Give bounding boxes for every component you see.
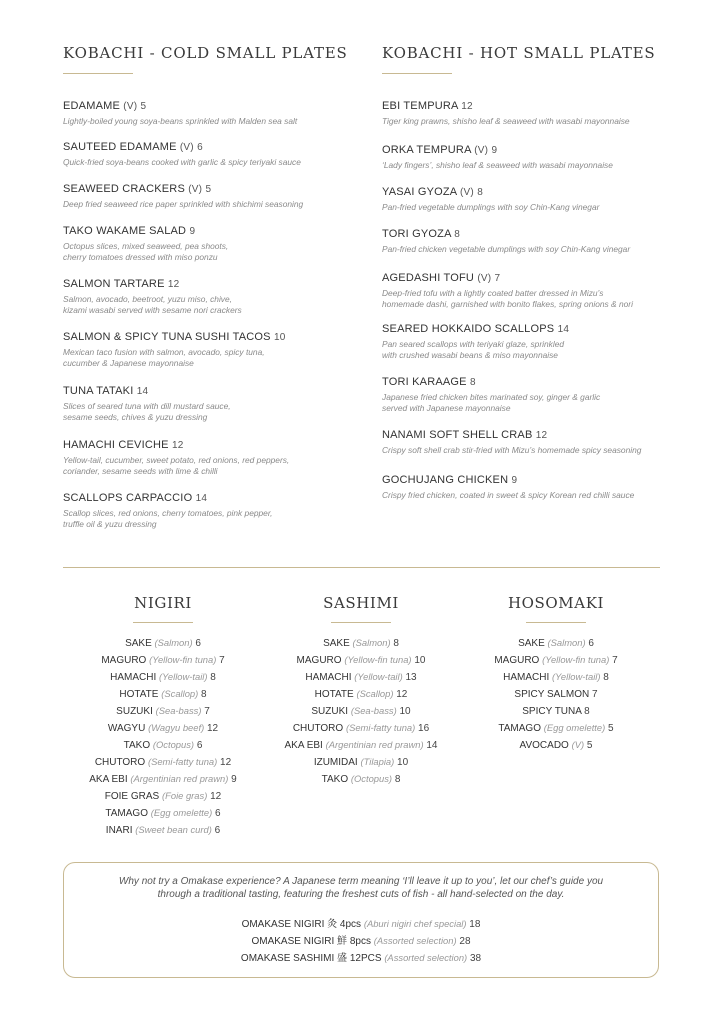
list-item [64, 915, 658, 932]
item-desc: homemade dashi, garnished with bonito flakes, spring onions & nori [382, 298, 633, 309]
item-name: HAMACHI [110, 672, 157, 683]
item-name: EBI TEMPURA [382, 100, 458, 112]
item-price: 9 [511, 475, 518, 486]
item-desc: truffle oil & yuzu dressing [63, 518, 157, 529]
item-name: SALMON & SPICY TUNA SUSHI TACOS [63, 331, 271, 343]
item-price: 5 [608, 723, 614, 734]
item-price: 8 [454, 229, 461, 240]
menu-item [382, 100, 682, 127]
list-item [261, 719, 461, 736]
item-name: OMAKASE SASHIMI 盛 12PCS [240, 953, 382, 964]
list-item [63, 821, 263, 838]
item-name: TAKO [321, 774, 349, 785]
menu-item [63, 183, 363, 210]
item-price: 8 [477, 187, 483, 198]
list-item [63, 668, 263, 685]
item-name: SALMON TARTARE [63, 278, 165, 290]
item-desc: Pan-fried chicken vegetable dumplings with soy Chin-Kang vinegar [382, 244, 631, 254]
hosomaki-title-underline [526, 622, 586, 623]
item-name: FOIE GRAS [104, 791, 160, 802]
list-item [456, 668, 656, 685]
item-sub: (Aburi nigiri chef special) [363, 918, 467, 929]
item-name: AKA EBI [89, 774, 128, 785]
item-desc: Tiger king prawns, shisho leaf & seaweed with wasabi mayonnaise [382, 116, 630, 126]
item-price: 14 [195, 493, 208, 504]
item-sub: (Sea-bass) [155, 705, 202, 716]
item-price: 12 [167, 279, 180, 290]
item-desc: Salmon, avocado, beetroot, yuzu miso, chive, [63, 294, 232, 304]
item-price: 38 [469, 953, 482, 964]
item-price: 16 [418, 723, 430, 734]
item-desc: cucumber & Japanese mayonnaise [63, 357, 194, 368]
item-price: 10 [397, 757, 409, 768]
list-item [261, 651, 461, 668]
item-name: IZUMIDAI [313, 757, 358, 768]
item-name: SPICY SALMON [514, 689, 590, 700]
item-price: 10 [414, 655, 426, 666]
item-name: SAKE [125, 638, 152, 649]
item-name: SPICY TUNA [522, 706, 582, 717]
item-desc: Yellow-tail, cucumber, sweet potato, red onions, red peppers, [63, 455, 290, 465]
item-price: 10 [399, 706, 411, 717]
item-sub: (Foie gras) [162, 790, 208, 801]
item-name: HOTATE [119, 689, 159, 700]
menu-item [63, 278, 363, 315]
item-desc: Deep-fried tofu with a lightly coated batter dressed in Mizu’s [382, 288, 604, 298]
list-item [456, 651, 656, 668]
item-price: 7 [494, 273, 501, 284]
item-price: 6 [195, 638, 201, 649]
item-price: 12 [206, 723, 219, 734]
item-name: GOCHUJANG CHICKEN [382, 474, 509, 486]
item-desc: served with Japanese mayonnaise [382, 402, 511, 413]
item-price: 14 [557, 324, 570, 335]
item-tag: (V) [123, 101, 138, 112]
item-desc: ‘Lady fingers’, shisho leaf & seaweed with wasabi mayonnaise [382, 160, 613, 170]
item-price: 6 [197, 142, 203, 153]
item-name: HAMACHI [503, 672, 550, 683]
list-item [456, 634, 656, 651]
item-desc: Scallop slices, red onions, cherry tomatoes, pink pepper, [63, 508, 273, 518]
item-sub: (Argentinian red prawn) [325, 739, 424, 750]
item-price: 28 [459, 936, 471, 947]
item-price: 9 [231, 774, 237, 785]
item-price: 6 [215, 808, 221, 819]
item-sub: (Yellow-fin tuna) [542, 654, 610, 665]
list-item [456, 702, 656, 719]
item-name: SCALLOPS CARPACCIO [63, 492, 193, 504]
item-price: 12 [535, 430, 548, 441]
item-sub: (Yellow-tail) [159, 671, 208, 682]
item-name: YASAI GYOZA [382, 186, 457, 198]
menu-item [382, 376, 682, 413]
item-desc: cherry tomatoes dressed with miso ponzu [63, 251, 218, 262]
item-sub: (Wagyu beef) [148, 722, 205, 733]
item-desc: Slices of seared tuna with dill mustard sauce, [63, 401, 231, 411]
list-item [261, 668, 461, 685]
item-name: SEARED HOKKAIDO SCALLOPS [382, 323, 555, 335]
item-sub: (Yellow-fin tuna) [149, 654, 217, 665]
item-desc: Mexican taco fusion with salmon, avocado, spicy tuna, [63, 347, 265, 357]
list-item [63, 753, 263, 770]
item-price: 14 [136, 386, 149, 397]
item-sub: (V) [571, 739, 585, 750]
item-name: SAKE [518, 638, 545, 649]
item-price: 8 [584, 706, 590, 717]
item-name: OMAKASE NIGIRI 灸 4pcs [241, 919, 362, 930]
item-desc: coriander, sesame seeds with lime & chilli [63, 465, 218, 476]
cold-title-underline [63, 73, 133, 74]
item-price: 10 [273, 332, 286, 343]
item-sub: (Salmon) [154, 637, 193, 648]
omakase-intro-line: Why not try a Omakase experience? A Japanese term meaning ‘I’ll leave it up to you’, let our chef’s guide you [118, 876, 604, 887]
item-price: 7 [219, 655, 225, 666]
item-name: SAKE [323, 638, 350, 649]
item-price: 7 [612, 655, 618, 666]
item-desc: Crispy soft shell crab stir-fried with Mizu’s homemade spicy seasoning [382, 445, 642, 455]
item-desc: Pan seared scallops with teriyaki glaze, sprinkled [382, 339, 565, 349]
item-sub: (Sweet bean curd) [135, 824, 212, 835]
item-price: 13 [405, 672, 417, 683]
sashimi-list [261, 634, 461, 787]
item-desc: with crushed wasabi beans & miso mayonnaise [382, 349, 558, 360]
item-name: WAGYU [107, 723, 146, 734]
item-desc: kizami wasabi served with sesame nori crackers [63, 304, 242, 315]
item-desc: Quick-fried soya-beans cooked with garlic & spicy teriyaki sauce [63, 157, 301, 167]
item-tag: (V) [179, 142, 194, 153]
item-sub: (Salmon) [547, 637, 586, 648]
item-name: TAKO WAKAME SALAD [63, 225, 187, 237]
item-name: AVOCADO [519, 740, 569, 751]
item-price: 6 [214, 825, 221, 836]
item-sub: (Scallop) [356, 688, 394, 699]
item-sub: (Assorted selection) [384, 952, 468, 963]
hot-plates-title: KOBACHI - HOT SMALL PLATES [382, 44, 656, 62]
item-sub: (Egg omelette) [543, 722, 606, 733]
list-item [63, 702, 263, 719]
item-price: 8 [603, 672, 609, 683]
menu-item [63, 492, 363, 529]
item-sub: (Semi-fatty tuna) [345, 722, 416, 733]
item-price: 7 [592, 689, 598, 700]
list-item [261, 634, 461, 651]
item-name: MAGURO [494, 655, 540, 666]
item-sub: (Semi-fatty tuna) [147, 756, 218, 767]
list-item [63, 685, 263, 702]
hot-title-underline [382, 73, 452, 74]
item-price: 6 [588, 638, 594, 649]
item-price: 12 [220, 757, 232, 768]
item-desc: Deep fried seaweed rice paper sprinkled with shichimi seasoning [63, 199, 304, 209]
item-name: SUZUKI [311, 706, 349, 717]
list-item [261, 736, 461, 753]
item-tag: (V) [474, 145, 489, 156]
item-sub: (Yellow-fin tuna) [344, 654, 412, 665]
cold-plates-title: KOBACHI - COLD SMALL PLATES [63, 44, 348, 62]
item-desc: Crispy fried chicken, coated in sweet & spicy Korean red chilli sauce [382, 490, 635, 500]
item-price: 8 [393, 638, 399, 649]
item-name: SEAWEED CRACKERS [63, 183, 185, 195]
item-price: 18 [469, 919, 481, 930]
item-price: 6 [196, 740, 203, 751]
menu-item [63, 100, 363, 127]
item-sub: (Tilapia) [360, 756, 395, 767]
item-price: 7 [204, 706, 210, 717]
item-tag: (V) [477, 273, 492, 284]
item-name: INARI [105, 825, 133, 836]
omakase-list [64, 915, 658, 966]
item-price: 8 [469, 377, 476, 388]
item-sub: (Egg omelette) [150, 807, 213, 818]
item-price: 12 [461, 101, 473, 112]
list-item [456, 685, 656, 702]
list-item [64, 949, 658, 966]
sashimi-title: SASHIMI [323, 594, 399, 612]
list-item [63, 787, 263, 804]
item-price: 12 [396, 689, 408, 700]
menu-item [63, 385, 363, 422]
item-sub: (Octopus) [152, 739, 195, 750]
item-desc: Pan-fried vegetable dumplings with soy Chin-Kang vinegar [382, 202, 600, 212]
item-name: TAKO [123, 740, 151, 751]
omakase-intro-line: through a traditional tasting, featuring the freshest cuts of fish - all hand-selected on the day. [157, 889, 565, 900]
menu-item [382, 323, 682, 360]
menu-item [382, 144, 682, 171]
item-sub: (Sea-bass) [350, 705, 397, 716]
item-name: ORKA TEMPURA [382, 144, 471, 156]
item-name: MAGURO [296, 655, 342, 666]
section-divider [63, 567, 660, 568]
item-sub: (Yellow-tail) [354, 671, 403, 682]
item-price: 12 [210, 791, 222, 802]
item-desc: sesame seeds, chives & yuzu dressing [63, 411, 208, 422]
item-name: TAMAGO [105, 808, 148, 819]
item-desc: Japanese fried chicken bites marinated soy, ginger & garlic [382, 392, 601, 402]
item-price: 14 [426, 740, 438, 751]
nigiri-title: NIGIRI [134, 594, 192, 612]
item-name: HAMACHI [305, 672, 352, 683]
item-desc: Lightly-boiled young soya-beans sprinkled with Malden sea salt [63, 116, 298, 126]
menu-item [382, 228, 682, 255]
list-item [63, 719, 263, 736]
item-price: 8 [394, 774, 401, 785]
item-price: 8 [201, 689, 207, 700]
item-sub: (Assorted selection) [373, 935, 457, 946]
item-price: 9 [491, 145, 498, 156]
list-item [63, 736, 263, 753]
menu-item [63, 331, 363, 368]
omakase-box [63, 862, 659, 978]
item-name: AKA EBI [284, 740, 323, 751]
item-tag: (V) [460, 187, 474, 198]
list-item [63, 770, 263, 787]
item-name: EDAMAME [63, 100, 121, 112]
menu-item [63, 225, 363, 262]
menu-item [63, 439, 363, 476]
item-name: HOTATE [314, 689, 354, 700]
item-name: NANAMI SOFT SHELL CRAB [382, 429, 533, 441]
omakase-intro [64, 875, 658, 901]
item-price: 9 [189, 226, 196, 237]
menu-item [382, 429, 682, 456]
item-sub: (Salmon) [352, 637, 391, 648]
sashimi-title-underline [331, 622, 391, 623]
item-name: TUNA TATAKI [63, 385, 134, 397]
list-item [261, 753, 461, 770]
item-tag: (V) [188, 184, 203, 195]
item-name: SAUTEED EDAMAME [63, 141, 177, 153]
menu-item [382, 272, 682, 309]
item-sub: (Scallop) [161, 688, 199, 699]
item-name: TORI KARAAGE [382, 376, 467, 388]
list-item [261, 770, 461, 787]
menu-item [382, 474, 682, 501]
list-item [63, 651, 263, 668]
item-price: 8 [210, 672, 216, 683]
list-item [261, 702, 461, 719]
list-item [63, 634, 263, 651]
item-name: CHUTORO [292, 723, 344, 734]
item-name: CHUTORO [94, 757, 146, 768]
nigiri-title-underline [133, 622, 193, 623]
menu-item [63, 141, 363, 168]
item-price: 5 [140, 101, 147, 112]
nigiri-list [63, 634, 263, 838]
item-name: OMAKASE NIGIRI 鮮 8pcs [251, 936, 371, 947]
item-name: HAMACHI CEVICHE [63, 439, 169, 451]
item-name: AGEDASHI TOFU [382, 272, 475, 284]
list-item [64, 932, 658, 949]
item-name: TORI GYOZA [382, 228, 452, 240]
item-sub: (Octopus) [350, 773, 393, 784]
menu-item [382, 186, 682, 213]
list-item [456, 719, 656, 736]
item-price: 12 [171, 440, 184, 451]
item-name: MAGURO [101, 655, 147, 666]
item-name: SUZUKI [116, 706, 153, 717]
list-item [261, 685, 461, 702]
item-price: 5 [205, 184, 212, 195]
hosomaki-list [456, 634, 656, 753]
item-price: 5 [586, 740, 593, 751]
item-desc: Octopus slices, mixed seaweed, pea shoots, [63, 241, 229, 251]
hosomaki-title: HOSOMAKI [507, 594, 605, 612]
list-item [63, 804, 263, 821]
list-item [456, 736, 656, 753]
item-sub: (Argentinian red prawn) [130, 773, 229, 784]
item-sub: (Yellow-tail) [552, 671, 601, 682]
item-name: TAMAGO [498, 723, 541, 734]
